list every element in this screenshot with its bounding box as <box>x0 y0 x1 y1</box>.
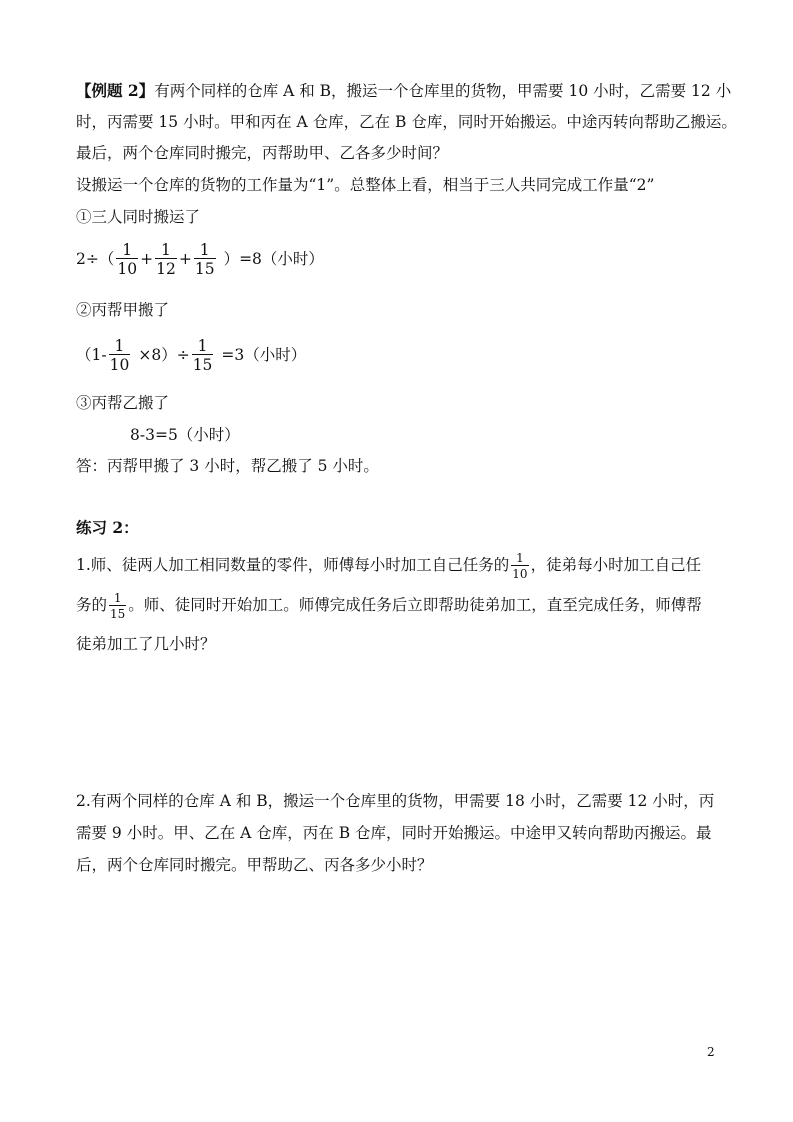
fraction-denominator: 15 <box>194 260 215 279</box>
fraction <box>194 242 216 278</box>
q2-line-1: 2.有两个同样的仓库 A 和 B，搬运一个仓库里的货物，甲需要 18 小时，乙需要 12 小时，丙 <box>76 792 715 810</box>
fraction <box>192 338 214 374</box>
q2-line-2: 需要 9 小时。甲、乙在 A 仓库，丙在 B 仓库，同时开始搬运。中途甲又转向帮助丙搬运。最 <box>76 824 712 842</box>
step-3-formula: 8-3=5（小时） <box>130 426 240 444</box>
q1-text: 1.师、徒两人加工相同数量的零件，师傅每小时加工自己任务的 <box>76 556 510 575</box>
practice-heading: 练习 2： <box>76 518 139 537</box>
formula-text: =3（小时） <box>221 346 307 365</box>
q1-line-2 <box>76 592 702 620</box>
fraction-numerator: 1 <box>197 337 208 355</box>
fraction-denominator: 12 <box>156 260 176 279</box>
fraction-numerator: 1 <box>161 241 171 259</box>
fraction <box>109 592 126 620</box>
example-line-2: 时，丙需要 15 小时。甲和丙在 A 仓库，乙在 B 仓库，同时开始搬运。中途丙转向帮助乙搬运。 <box>76 113 737 131</box>
fraction-denominator: 10 <box>109 356 130 375</box>
fraction-denominator: 15 <box>192 356 213 375</box>
fraction-numerator: 1 <box>114 337 125 355</box>
q1-line-1 <box>76 552 701 580</box>
example-label: 【例题 2】 <box>76 81 155 100</box>
q2-line-3: 后，两个仓库同时搬完。甲帮助乙、丙各多少小时？ <box>76 856 433 874</box>
q1-text: 务的 <box>76 596 108 615</box>
step-1-label: ①三人同时搬运了 <box>76 208 201 226</box>
q1-text: 。师、徒同时开始加工。师傅完成任务后立即帮助徒弟加工，直至完成任务，师傅帮 <box>128 596 702 615</box>
q1-line-3: 徒弟加工了几小时？ <box>76 635 216 653</box>
formula-text: 2÷（ <box>76 250 115 269</box>
step-2-formula <box>76 338 306 374</box>
fraction <box>109 338 131 374</box>
q1-text: ，徒弟每小时加工自己任 <box>530 556 702 575</box>
example-line-1 <box>76 83 731 100</box>
plus-sign: + <box>140 250 154 269</box>
fraction-numerator: 1 <box>122 241 133 259</box>
formula-text: ×8）÷ <box>138 346 190 365</box>
page-number: 2 <box>707 1045 715 1059</box>
example-text-1: 有两个同样的仓库 A 和 B，搬运一个仓库里的货物，甲需要 10 小时，乙需要 12 小 <box>154 82 732 100</box>
fraction-denominator: 15 <box>110 606 126 621</box>
step-1-formula <box>76 242 324 278</box>
plus-sign: + <box>178 250 192 269</box>
fraction-denominator: 10 <box>117 260 138 279</box>
fraction-numerator: 1 <box>199 241 210 259</box>
fraction-denominator: 10 <box>512 566 528 581</box>
step-2-label: ②丙帮甲搬了 <box>76 301 170 319</box>
step-3-label: ③丙帮乙搬了 <box>76 394 170 412</box>
example-line-3: 最后，两个仓库同时搬完，丙帮助甲、乙各多少时间？ <box>76 144 449 162</box>
formula-text: ）=8（小时） <box>223 250 324 269</box>
fraction <box>511 552 528 580</box>
fraction <box>155 242 177 278</box>
formula-text: （1- <box>76 346 107 365</box>
answer-text: 答：丙帮甲搬了 3 小时，帮乙搬了 5 小时。 <box>76 457 379 475</box>
example-line-4: 设搬运一个仓库的货物的工作量为“1”。总整体上看，相当于三人共同完成工作量“2” <box>76 176 655 194</box>
fraction <box>116 242 138 278</box>
fraction-numerator: 1 <box>113 591 122 605</box>
fraction-numerator: 1 <box>516 551 524 565</box>
